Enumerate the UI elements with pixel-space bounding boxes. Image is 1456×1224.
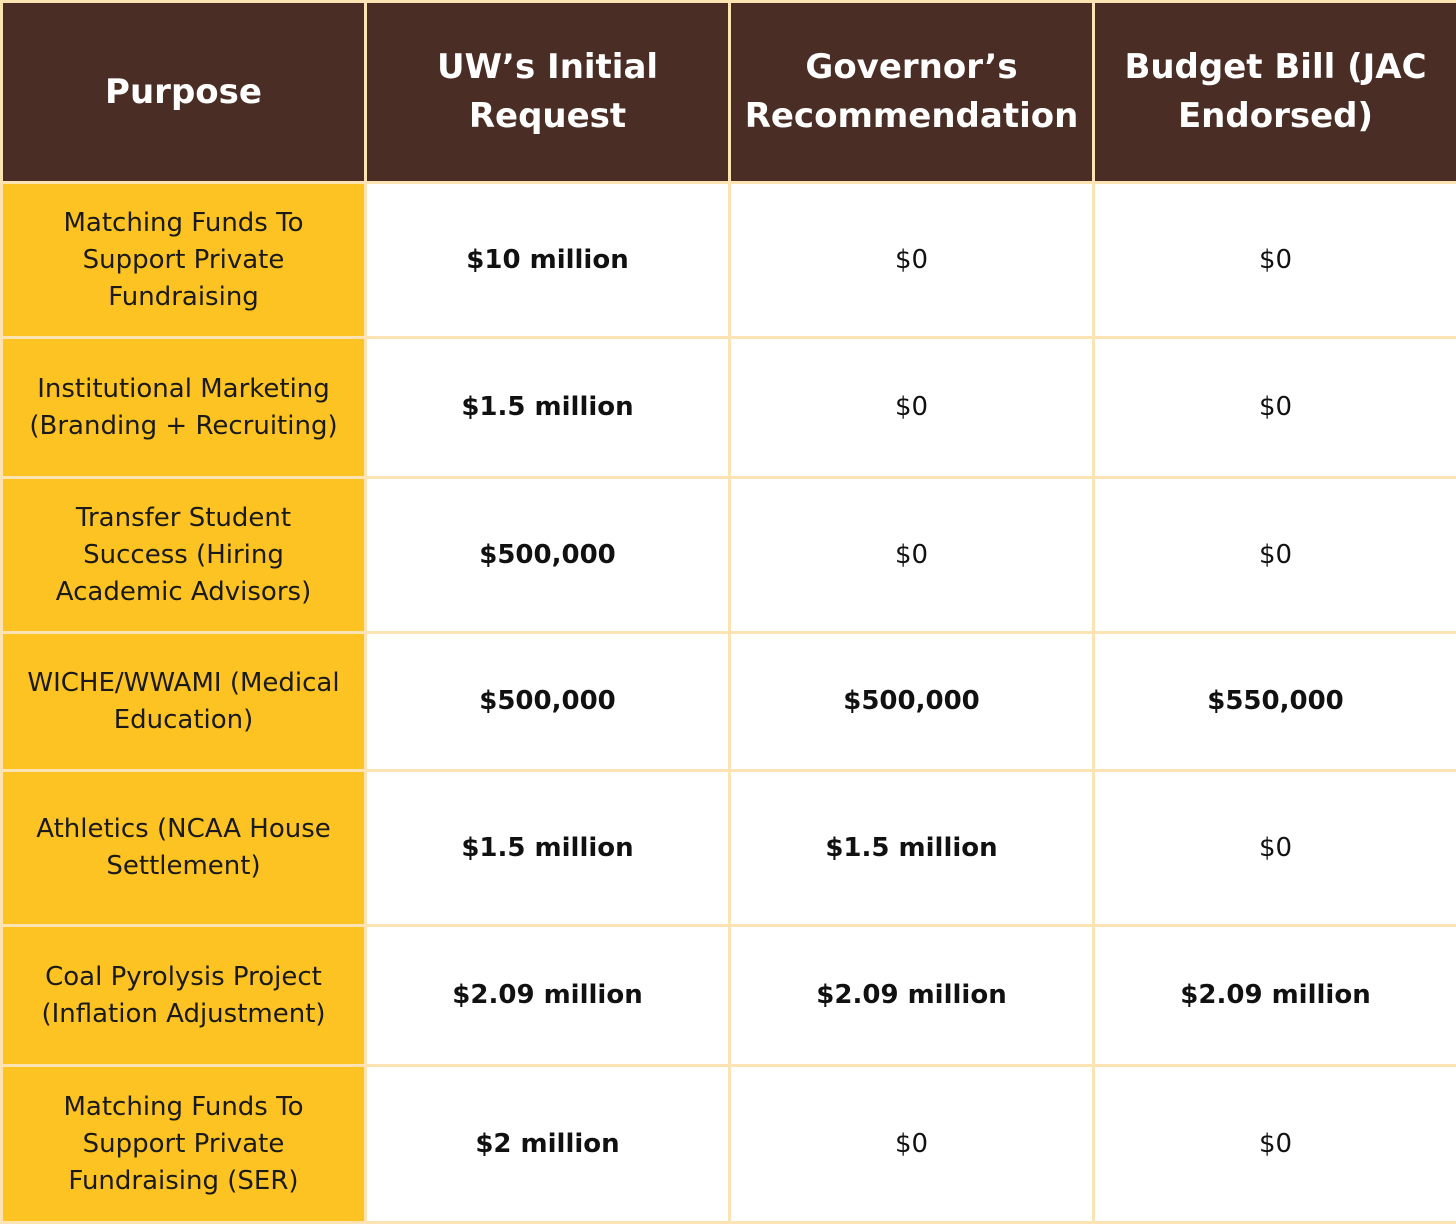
uw-request-cell: $500,000 <box>366 478 730 633</box>
table-row <box>2 1066 1456 1223</box>
column-header-purpose: Purpose <box>2 2 366 183</box>
purpose-cell: Matching Funds To Support Private Fundraising <box>2 183 366 338</box>
purpose-cell: Matching Funds To Support Private Fundraising (SER) <box>2 1066 366 1223</box>
uw-request-cell: $10 million <box>366 183 730 338</box>
uw-request-cell: $2 million <box>366 1066 730 1223</box>
budget-bill-cell: $2.09 million <box>1094 926 1456 1066</box>
governor-cell: $1.5 million <box>730 771 1094 926</box>
table-row <box>2 183 1456 338</box>
uw-request-cell: $1.5 million <box>366 338 730 478</box>
governor-cell: $2.09 million <box>730 926 1094 1066</box>
table-row <box>2 771 1456 926</box>
budget-bill-cell: $0 <box>1094 771 1456 926</box>
budget-bill-cell: $0 <box>1094 1066 1456 1223</box>
uw-request-cell: $2.09 million <box>366 926 730 1066</box>
header-row <box>2 2 1456 183</box>
budget-bill-cell: $0 <box>1094 338 1456 478</box>
table-row <box>2 338 1456 478</box>
purpose-cell: WICHE/WWAMI (Medical Education) <box>2 633 366 771</box>
budget-bill-cell: $0 <box>1094 478 1456 633</box>
uw-request-cell: $1.5 million <box>366 771 730 926</box>
column-header-governors-recommendation: Governor’s Recommendation <box>730 2 1094 183</box>
purpose-cell: Transfer Student Success (Hiring Academic Advisors) <box>2 478 366 633</box>
table-row <box>2 926 1456 1066</box>
governor-cell: $0 <box>730 338 1094 478</box>
governor-cell: $500,000 <box>730 633 1094 771</box>
column-header-uw-initial-request: UW’s Initial Request <box>366 2 730 183</box>
column-header-budget-bill: Budget Bill (JAC Endorsed) <box>1094 2 1456 183</box>
purpose-cell: Institutional Marketing (Branding + Recruiting) <box>2 338 366 478</box>
table-row <box>2 478 1456 633</box>
governor-cell: $0 <box>730 1066 1094 1223</box>
table-body <box>2 183 1456 1223</box>
uw-request-cell: $500,000 <box>366 633 730 771</box>
purpose-cell: Athletics (NCAA House Settlement) <box>2 771 366 926</box>
table-header <box>2 2 1456 183</box>
governor-cell: $0 <box>730 183 1094 338</box>
governor-cell: $0 <box>730 478 1094 633</box>
budget-bill-cell: $0 <box>1094 183 1456 338</box>
budget-bill-cell: $550,000 <box>1094 633 1456 771</box>
table-row <box>2 633 1456 771</box>
purpose-cell: Coal Pyrolysis Project (Inflation Adjustment) <box>2 926 366 1066</box>
